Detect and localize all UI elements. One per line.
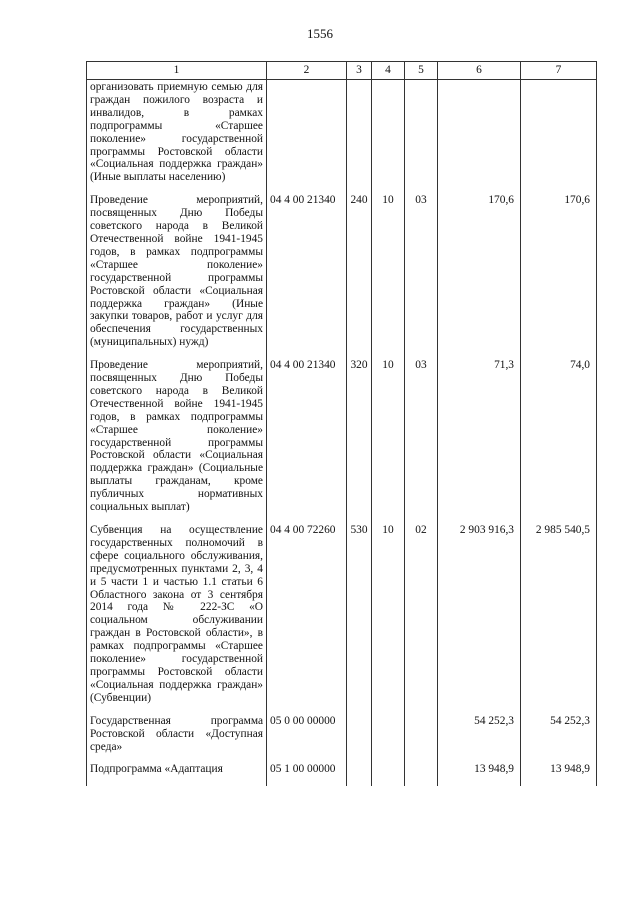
row-value-6 [438, 80, 521, 195]
row-col3: 320 [347, 359, 372, 524]
column-header-2: 2 [267, 62, 347, 80]
row-col3 [347, 715, 372, 764]
row-col5: 03 [405, 194, 438, 359]
column-header-6: 6 [438, 62, 521, 80]
row-col5 [405, 80, 438, 195]
row-value-6: 71,3 [438, 359, 521, 524]
row-description: Проведение мероприятий, посвященных Дню Победы советского народа в Великой Отечественной войне 1941-1945 годов, в рамках подпрограммы «Старшее поколение» государственной программы Ростовской области «Социальная поддержка граждан» (Иные закупки товаров, работ и услуг для обеспечения государственных (муниципальных) нужд) [87, 194, 267, 359]
table-row [87, 359, 597, 524]
row-value-7: 13 948,9 [521, 763, 597, 786]
row-description: Субвенция на осуществление государственных полномочий в сфере социального обслуживания, предусмотренных пунктами 2, 3, 4 и 5 части 1 и частью 1.1 статьи 6 Областного закона от 3 сентября 2014 года № 222-ЗС «О социальном обслуживании граждан в Ростовской области», в рамках подпрограммы «Старшее поколение» государственной программы Ростовской области «Социальная поддержка граждан» (Субвенции) [87, 524, 267, 715]
row-col3 [347, 80, 372, 195]
row-value-7 [521, 80, 597, 195]
row-col4 [372, 763, 405, 786]
table-row [87, 524, 597, 715]
row-value-7: 170,6 [521, 194, 597, 359]
row-code: 04 4 00 72260 [267, 524, 347, 715]
row-value-6: 54 252,3 [438, 715, 521, 764]
column-header-4: 4 [372, 62, 405, 80]
table-row [87, 763, 597, 786]
row-code: 05 0 00 00000 [267, 715, 347, 764]
row-col4: 10 [372, 359, 405, 524]
row-col4 [372, 80, 405, 195]
row-col5: 02 [405, 524, 438, 715]
row-description: Подпрограмма «Адаптация [87, 763, 267, 786]
row-value-6: 2 903 916,3 [438, 524, 521, 715]
row-col4: 10 [372, 524, 405, 715]
row-col4 [372, 715, 405, 764]
budget-table [86, 61, 597, 786]
column-header-7: 7 [521, 62, 597, 80]
column-header-5: 5 [405, 62, 438, 80]
row-value-6: 170,6 [438, 194, 521, 359]
column-header-3: 3 [347, 62, 372, 80]
page-number: 1556 [307, 26, 333, 41]
row-col5 [405, 763, 438, 786]
row-col3: 240 [347, 194, 372, 359]
row-value-7: 54 252,3 [521, 715, 597, 764]
row-col5 [405, 715, 438, 764]
row-col3: 530 [347, 524, 372, 715]
row-code: 05 1 00 00000 [267, 763, 347, 786]
row-col5: 03 [405, 359, 438, 524]
row-description: организовать приемную семью для граждан пожилого возраста и инвалидов, в рамках подпрограммы «Старшее поколение» государственной программы Ростовской области «Социальная поддержка граждан» (Иные выплаты населению) [87, 80, 267, 195]
row-code [267, 80, 347, 195]
row-value-6: 13 948,9 [438, 763, 521, 786]
table-row [87, 715, 597, 764]
column-header-1: 1 [87, 62, 267, 80]
row-value-7: 74,0 [521, 359, 597, 524]
row-col3 [347, 763, 372, 786]
row-code: 04 4 00 21340 [267, 194, 347, 359]
table-row [87, 194, 597, 359]
table-row [87, 80, 597, 195]
row-code: 04 4 00 21340 [267, 359, 347, 524]
row-value-7: 2 985 540,5 [521, 524, 597, 715]
row-description: Проведение мероприятий, посвященных Дню Победы советского народа в Великой Отечественной войне 1941-1945 годов, в рамках подпрограммы «Старшее поколение» государственной программы Ростовской области «Социальная поддержка граждан» (Социальные выплаты гражданам, кроме публичных нормативных социальных выплат) [87, 359, 267, 524]
row-description: Государственная программа Ростовской области «Доступная среда» [87, 715, 267, 764]
table-header-row [87, 62, 597, 80]
row-col4: 10 [372, 194, 405, 359]
